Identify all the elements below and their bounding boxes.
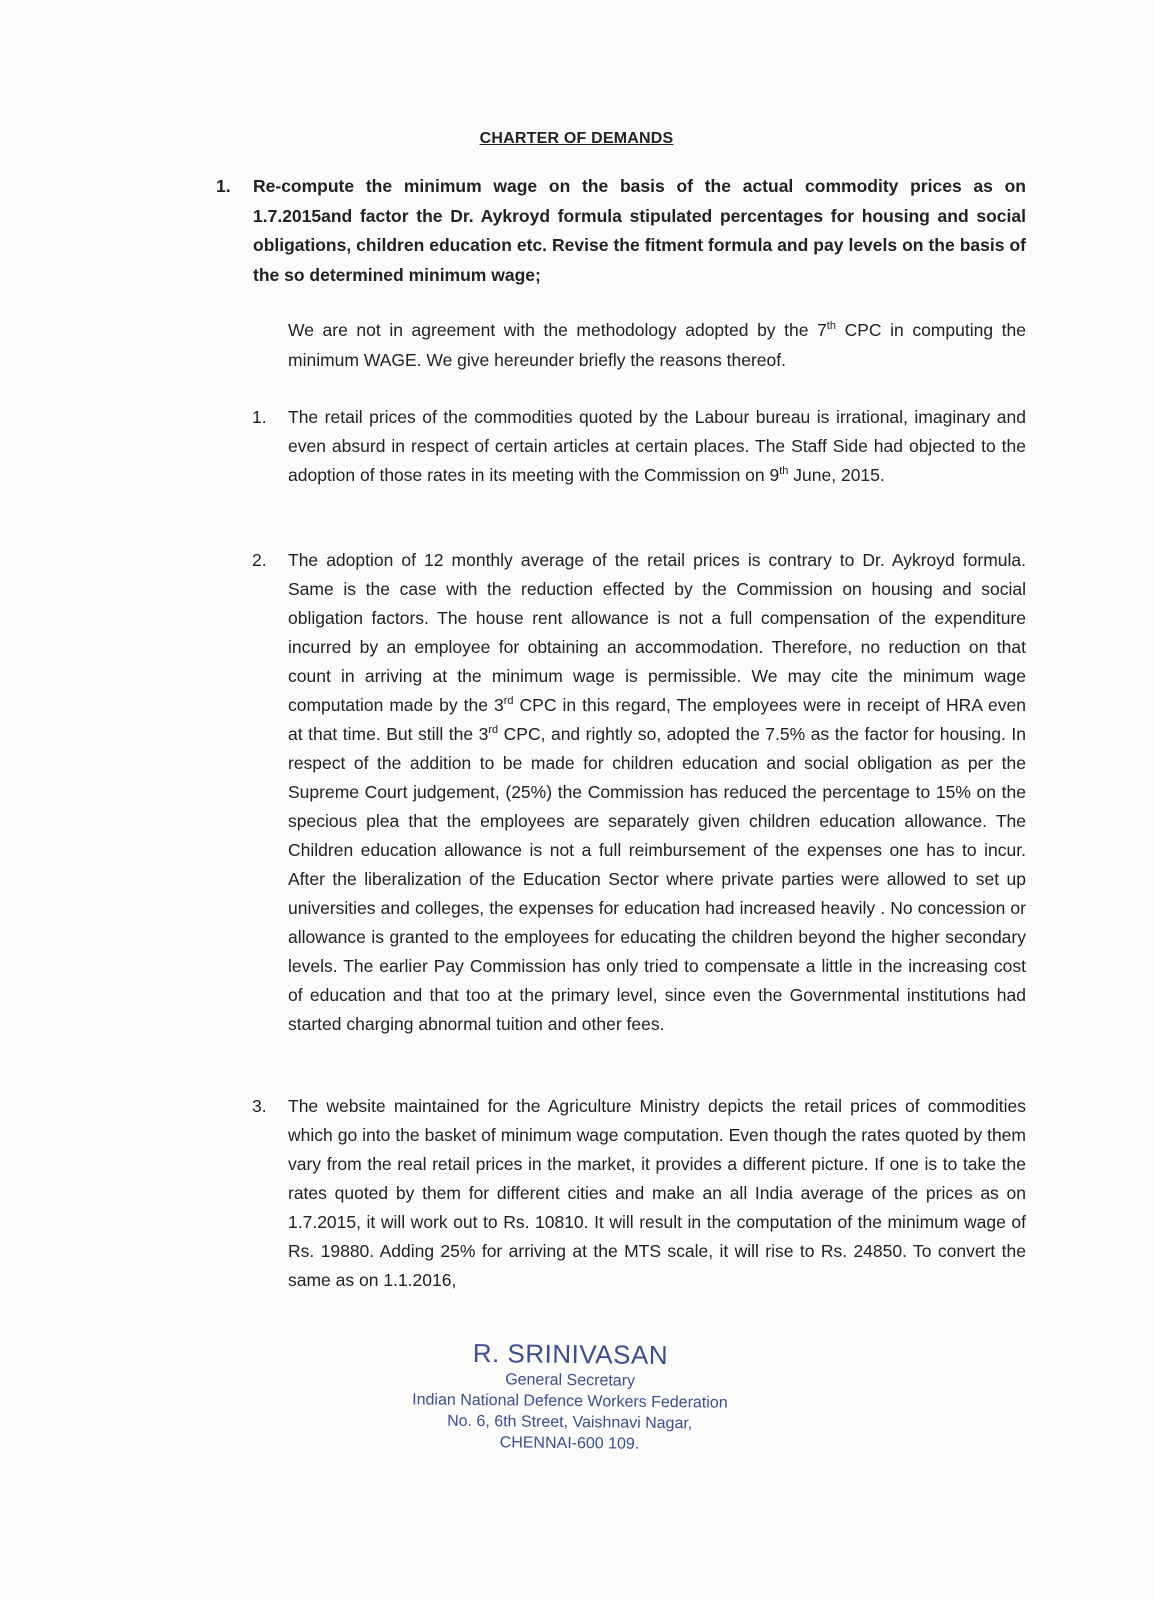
- demand-item-1: [216, 172, 1026, 290]
- reason-number: 1.: [252, 407, 267, 427]
- reason-number: 3.: [252, 1096, 267, 1116]
- reason-text-a: The adoption of 12 monthly average of the retail prices is contrary to Dr. Aykroyd formula. Same is the case with the reduction effected by the Commission on housing and social obligation factors. The house rent allowance is not a full compensation of the expenditure incurred by an employee for obtaining an accommodation. Therefore, no reduction on that count in arriving at the minimum wage is permissible. We may cite the minimum wage computation made by the 3: [288, 550, 1026, 715]
- reason-number: 2.: [252, 550, 267, 570]
- demand-text: Re-compute the minimum wage on the basis of the actual commodity prices as on 1.7.2015and factor the Dr. Aykroyd formula stipulated percentages for housing and social obligations, children education etc. Revise the fitment formula and pay levels on the basis of the so determined minimum wage;: [253, 176, 1026, 285]
- reason-text-a: The retail prices of the commodities quoted by the Labour bureau is irrational, imaginary and even absurd in respect of certain articles at certain places. The Staff Side had objected to the adoption of those rates in its meeting with the Commission on 9: [288, 407, 1026, 485]
- reason-item-1: [252, 403, 1026, 490]
- reason-item-2: [252, 546, 1026, 1039]
- reason-sup: rd: [488, 724, 499, 737]
- reason-text: The website maintained for the Agriculture Ministry depicts the retail prices of commodities which go into the basket of minimum wage computation. Even though the rates quoted by them vary from the real retail prices in the market, it provides a different picture. If one is to take the rates quoted by them for different cities and make an all India average of the prices as on 1.7.2015, it will work out to Rs. 10810. It will result in the computation of the minimum wage of Rs. 19880. Adding 25% for arriving at the MTS scale, it will rise to Rs. 24850. To convert the same as on 1.1.2016,: [288, 1096, 1026, 1290]
- reason-text-b: June, 2015.: [788, 465, 885, 485]
- stamp-address-line-1: No. 6, 6th Street, Vaishnavi Nagar,: [447, 1412, 693, 1433]
- reason-sup: th: [779, 465, 789, 478]
- reason-text: [288, 403, 1026, 490]
- intro-paragraph: [288, 316, 1026, 375]
- stamp-organisation: Indian National Defence Workers Federation: [412, 1391, 728, 1412]
- intro-text-a: We are not in agreement with the methodology adopted by the 7: [288, 320, 827, 340]
- intro-text-b: CPC in computing the minimum WAGE. We give hereunder briefly the reasons thereof.: [288, 320, 1026, 370]
- page-title: CHARTER OF DEMANDS: [479, 130, 674, 147]
- stamp-name: R. SRINIVASAN: [472, 1337, 669, 1371]
- reason-item-3: [252, 1092, 1026, 1295]
- reason-sup: rd: [503, 695, 514, 708]
- signature-stamp: [409, 1336, 730, 1455]
- reason-text-c: CPC, and rightly so, adopted the 7.5% as the factor for housing. In respect of the addition to be made for children education and social obligation as per the Supreme Court judgement, (25%) the Commission has reduced the percentage to 15% on the specious plea that the employees are separately given children education allowance. The Children education allowance is not a full reimbursement of the expenses one has to incur. After the liberalization of the Education Sector where private parties were allowed to set up universities and colleges, the expenses for education had increased heavily . No concession or allowance is granted to the employees for educating the children beyond the higher secondary levels. The earlier Pay Commission has only tried to compensate a little in the increasing cost of education and that too at the primary level, since even the Governmental institutions had started charging abnormal tuition and other fees.: [288, 724, 1026, 1034]
- stamp-designation: General Secretary: [505, 1371, 636, 1390]
- intro-sup: th: [826, 320, 836, 333]
- reason-text: [288, 546, 1026, 1039]
- stamp-address-line-2: CHENNAI-600 109.: [499, 1434, 640, 1453]
- demand-number: 1.: [216, 176, 231, 196]
- reason-text-b: CPC in this regard, The employees were in receipt of HRA even at that time. But still the 3: [288, 695, 1026, 744]
